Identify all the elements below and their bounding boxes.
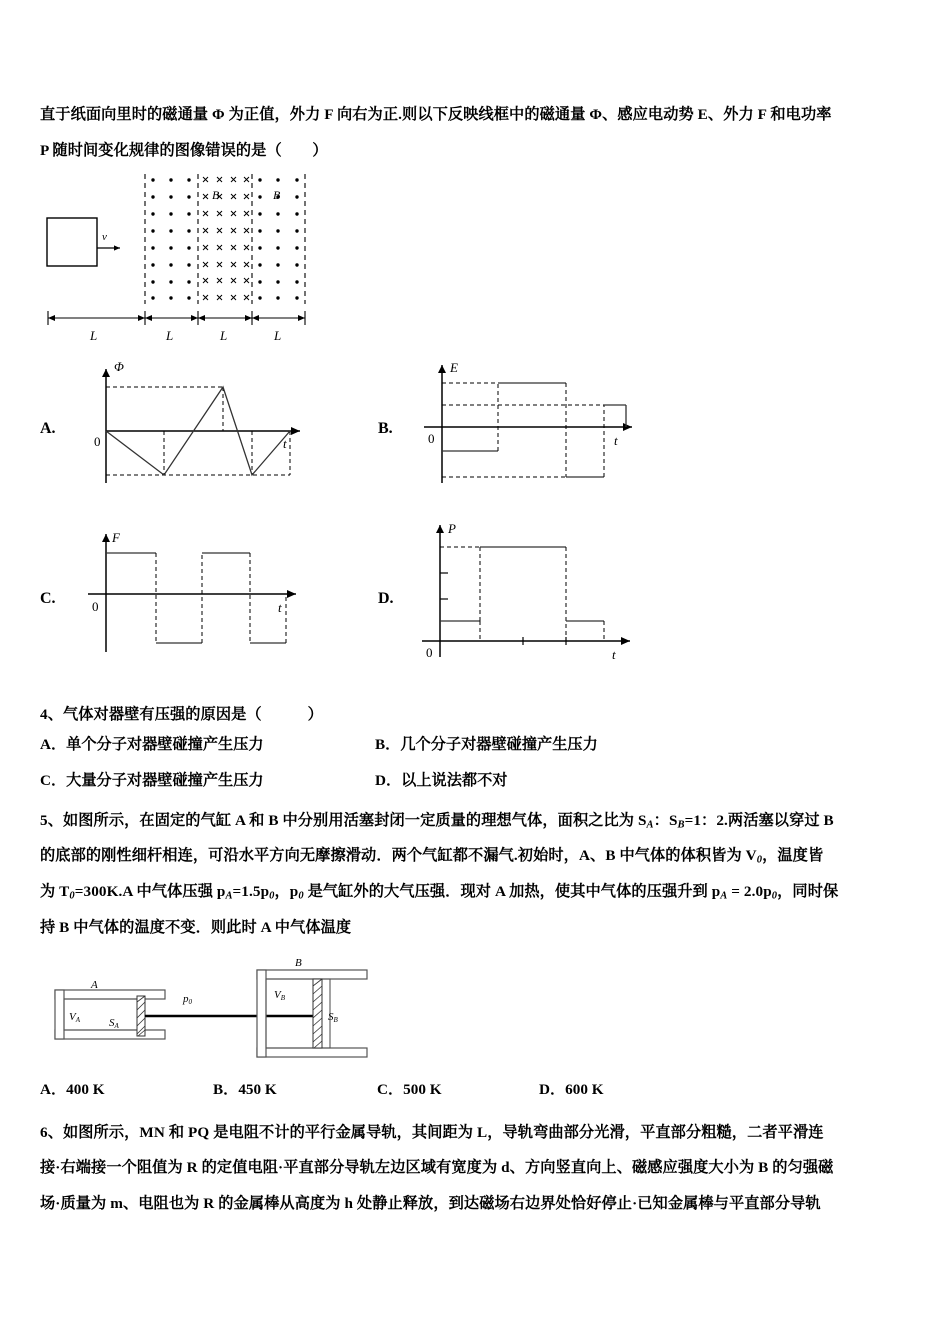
origin-label-a: 0	[94, 434, 101, 449]
q4-stem: 4、气体对器壁有压强的原因是（ ）	[40, 706, 323, 723]
length-label-4: L	[274, 328, 282, 343]
q5-line2-sub: 0	[756, 854, 763, 866]
choice-a-label: A.	[40, 420, 56, 437]
origin-label-d: 0	[426, 645, 433, 660]
q5-line3-s3: 0	[269, 890, 275, 902]
q6-line3: 场·质量为 m、电阻也为 R 的金属棒从高度为 h 处静止释放，到达磁场右边界处恰好停止·已知金属棒与平直部分导轨	[40, 1195, 821, 1212]
y-axis-label-b: E	[450, 360, 458, 375]
piston-b	[313, 979, 322, 1048]
x-axis-arrow-d	[621, 637, 630, 645]
q5-line3-s4: 0	[298, 890, 304, 902]
q5-line3-s6: 0	[771, 890, 778, 902]
q5-line3-s1: 0	[69, 890, 75, 902]
length-label-1: L	[90, 328, 98, 343]
q5-stem-line1	[40, 806, 920, 840]
atmospheric-pressure-label: p0	[183, 993, 192, 1006]
choice-c-label: C.	[40, 590, 56, 607]
field-label-b2: B	[273, 188, 281, 202]
y-axis-label-d: P	[448, 521, 456, 536]
choice-b-label: B.	[378, 420, 393, 437]
q5-line3-p3: =1.5p	[232, 883, 270, 900]
q5-option-c[interactable]: C．500 K	[377, 1081, 442, 1098]
area-b-label: SB	[328, 1011, 338, 1024]
loop-in-field-figure	[40, 168, 350, 343]
field-crosses-region	[203, 177, 249, 300]
q4-option-d[interactable]: D．以上说法都不对	[375, 772, 508, 789]
area-a-label: SA	[109, 1017, 119, 1030]
x-axis-arrow-a	[291, 427, 300, 435]
velocity-label: v	[102, 231, 107, 243]
q4-option-b[interactable]: B．几个分子对器壁碰撞产生压力	[375, 736, 598, 753]
q5-option-d[interactable]: D．600 K	[539, 1081, 604, 1098]
q5-line3-p6: = 2.0p	[727, 883, 772, 900]
field-dots-region-a	[151, 178, 190, 299]
q5-line3-s2: A	[225, 890, 233, 902]
x-axis-label-d: t	[612, 647, 616, 662]
q5-line1-sub-a: A	[646, 819, 654, 831]
y-axis-label-a: Φ	[114, 359, 124, 374]
x-axis-arrow-c	[287, 590, 296, 598]
q5-stem-line4: 持 B 中气体的温度不变．则此时 A 中气体温度	[40, 919, 352, 936]
q4-option-c[interactable]: C．大量分子对器壁碰撞产生压力	[40, 772, 264, 789]
piston-a	[137, 996, 145, 1036]
y-axis-arrow-c	[102, 534, 110, 542]
x-axis-arrow-b	[623, 423, 632, 431]
length-label-2: L	[166, 328, 174, 343]
q6-line1: 6、如图所示，MN 和 PQ 是电阻不计的平行金属导轨，其间距为 L，导轨弯曲部分光滑，平直部分粗糙，二者平滑连	[40, 1124, 824, 1141]
velocity-arrow-head	[114, 245, 120, 250]
q5-option-b[interactable]: B．450 K	[213, 1081, 277, 1098]
q4-option-a[interactable]: A．单个分子对器壁碰撞产生压力	[40, 736, 264, 753]
q5-line3-p7: ，同时保	[777, 883, 839, 900]
x-axis-label-a: t	[283, 436, 287, 451]
choice-a-chart	[78, 355, 313, 495]
origin-label-c: 0	[92, 599, 99, 614]
q5-line1-sub-b: B	[677, 819, 685, 831]
q5-line2-part1: 的底部的刚性细杆相连，可沿水平方向无摩擦滑动．两个气缸都不漏气.初始时，A、B 中气体的体积皆为 V	[40, 847, 757, 864]
q5-line1-mid: ：S	[653, 812, 678, 829]
volume-b-label: VB	[274, 989, 286, 1002]
x-axis-label-c: t	[278, 600, 282, 615]
cylinder-b-body	[257, 970, 367, 1057]
choice-c-chart	[78, 522, 313, 657]
q5-line3-p2: =300K.A 中气体压强 p	[74, 883, 226, 900]
q5-line3-p4: ，p	[274, 883, 299, 900]
q5-stem-line2	[40, 841, 920, 875]
q5-line1-end: =1：2.两活塞以穿过 B	[684, 812, 834, 829]
field-label-b1: B	[212, 188, 220, 202]
q5-line3-p5: 是气缸外的大气压强．现对 A 加热，使其中气体的压强升到 p	[303, 883, 721, 900]
q3-stem-line1: 直于纸面向里时的磁通量 Φ 为正值，外力 F 向右为正.则以下反映线框中的磁通量 Φ、感应电动势 E、外力 F 和电功率	[40, 106, 832, 123]
cylinder-a-label: A	[91, 979, 98, 991]
coil-rectangle	[47, 218, 97, 266]
y-axis-arrow-d	[436, 525, 444, 533]
q5-line3-s5: A	[720, 890, 728, 902]
y-axis-arrow-b	[438, 365, 446, 373]
length-measure-row	[48, 311, 305, 325]
volume-a-label: VA	[69, 1011, 81, 1024]
y-axis-arrow-a	[102, 369, 110, 377]
q3-stem-line2: P 随时间变化规律的图像错误的是（ ）	[40, 142, 328, 159]
q6-line2: 接·右端接一个阻值为 R 的定值电阻·平直部分导轨左边区域有宽度为 d、方向竖直向上、磁感应强度大小为 B 的匀强磁	[40, 1159, 834, 1176]
q5-stem-line3	[40, 877, 920, 911]
x-axis-label-b: t	[614, 433, 618, 448]
y-axis-label-c: F	[112, 530, 120, 545]
cylinder-b-label: B	[295, 957, 302, 969]
q5-line1-part1: 5、如图所示，在固定的气缸 A 和 B 中分别用活塞封闭一定质量的理想气体，面积之比为 S	[40, 812, 647, 829]
q5-option-a[interactable]: A．400 K	[40, 1081, 105, 1098]
q5-line3-p1: 为 T	[40, 883, 70, 900]
two-cylinder-figure	[45, 948, 395, 1068]
choice-d-label: D.	[378, 590, 394, 607]
origin-label-b: 0	[428, 431, 435, 446]
length-label-3: L	[220, 328, 228, 343]
q5-line2-end: ，温度皆	[762, 847, 824, 864]
choice-b-chart	[414, 355, 649, 490]
choice-d-chart	[408, 515, 643, 665]
